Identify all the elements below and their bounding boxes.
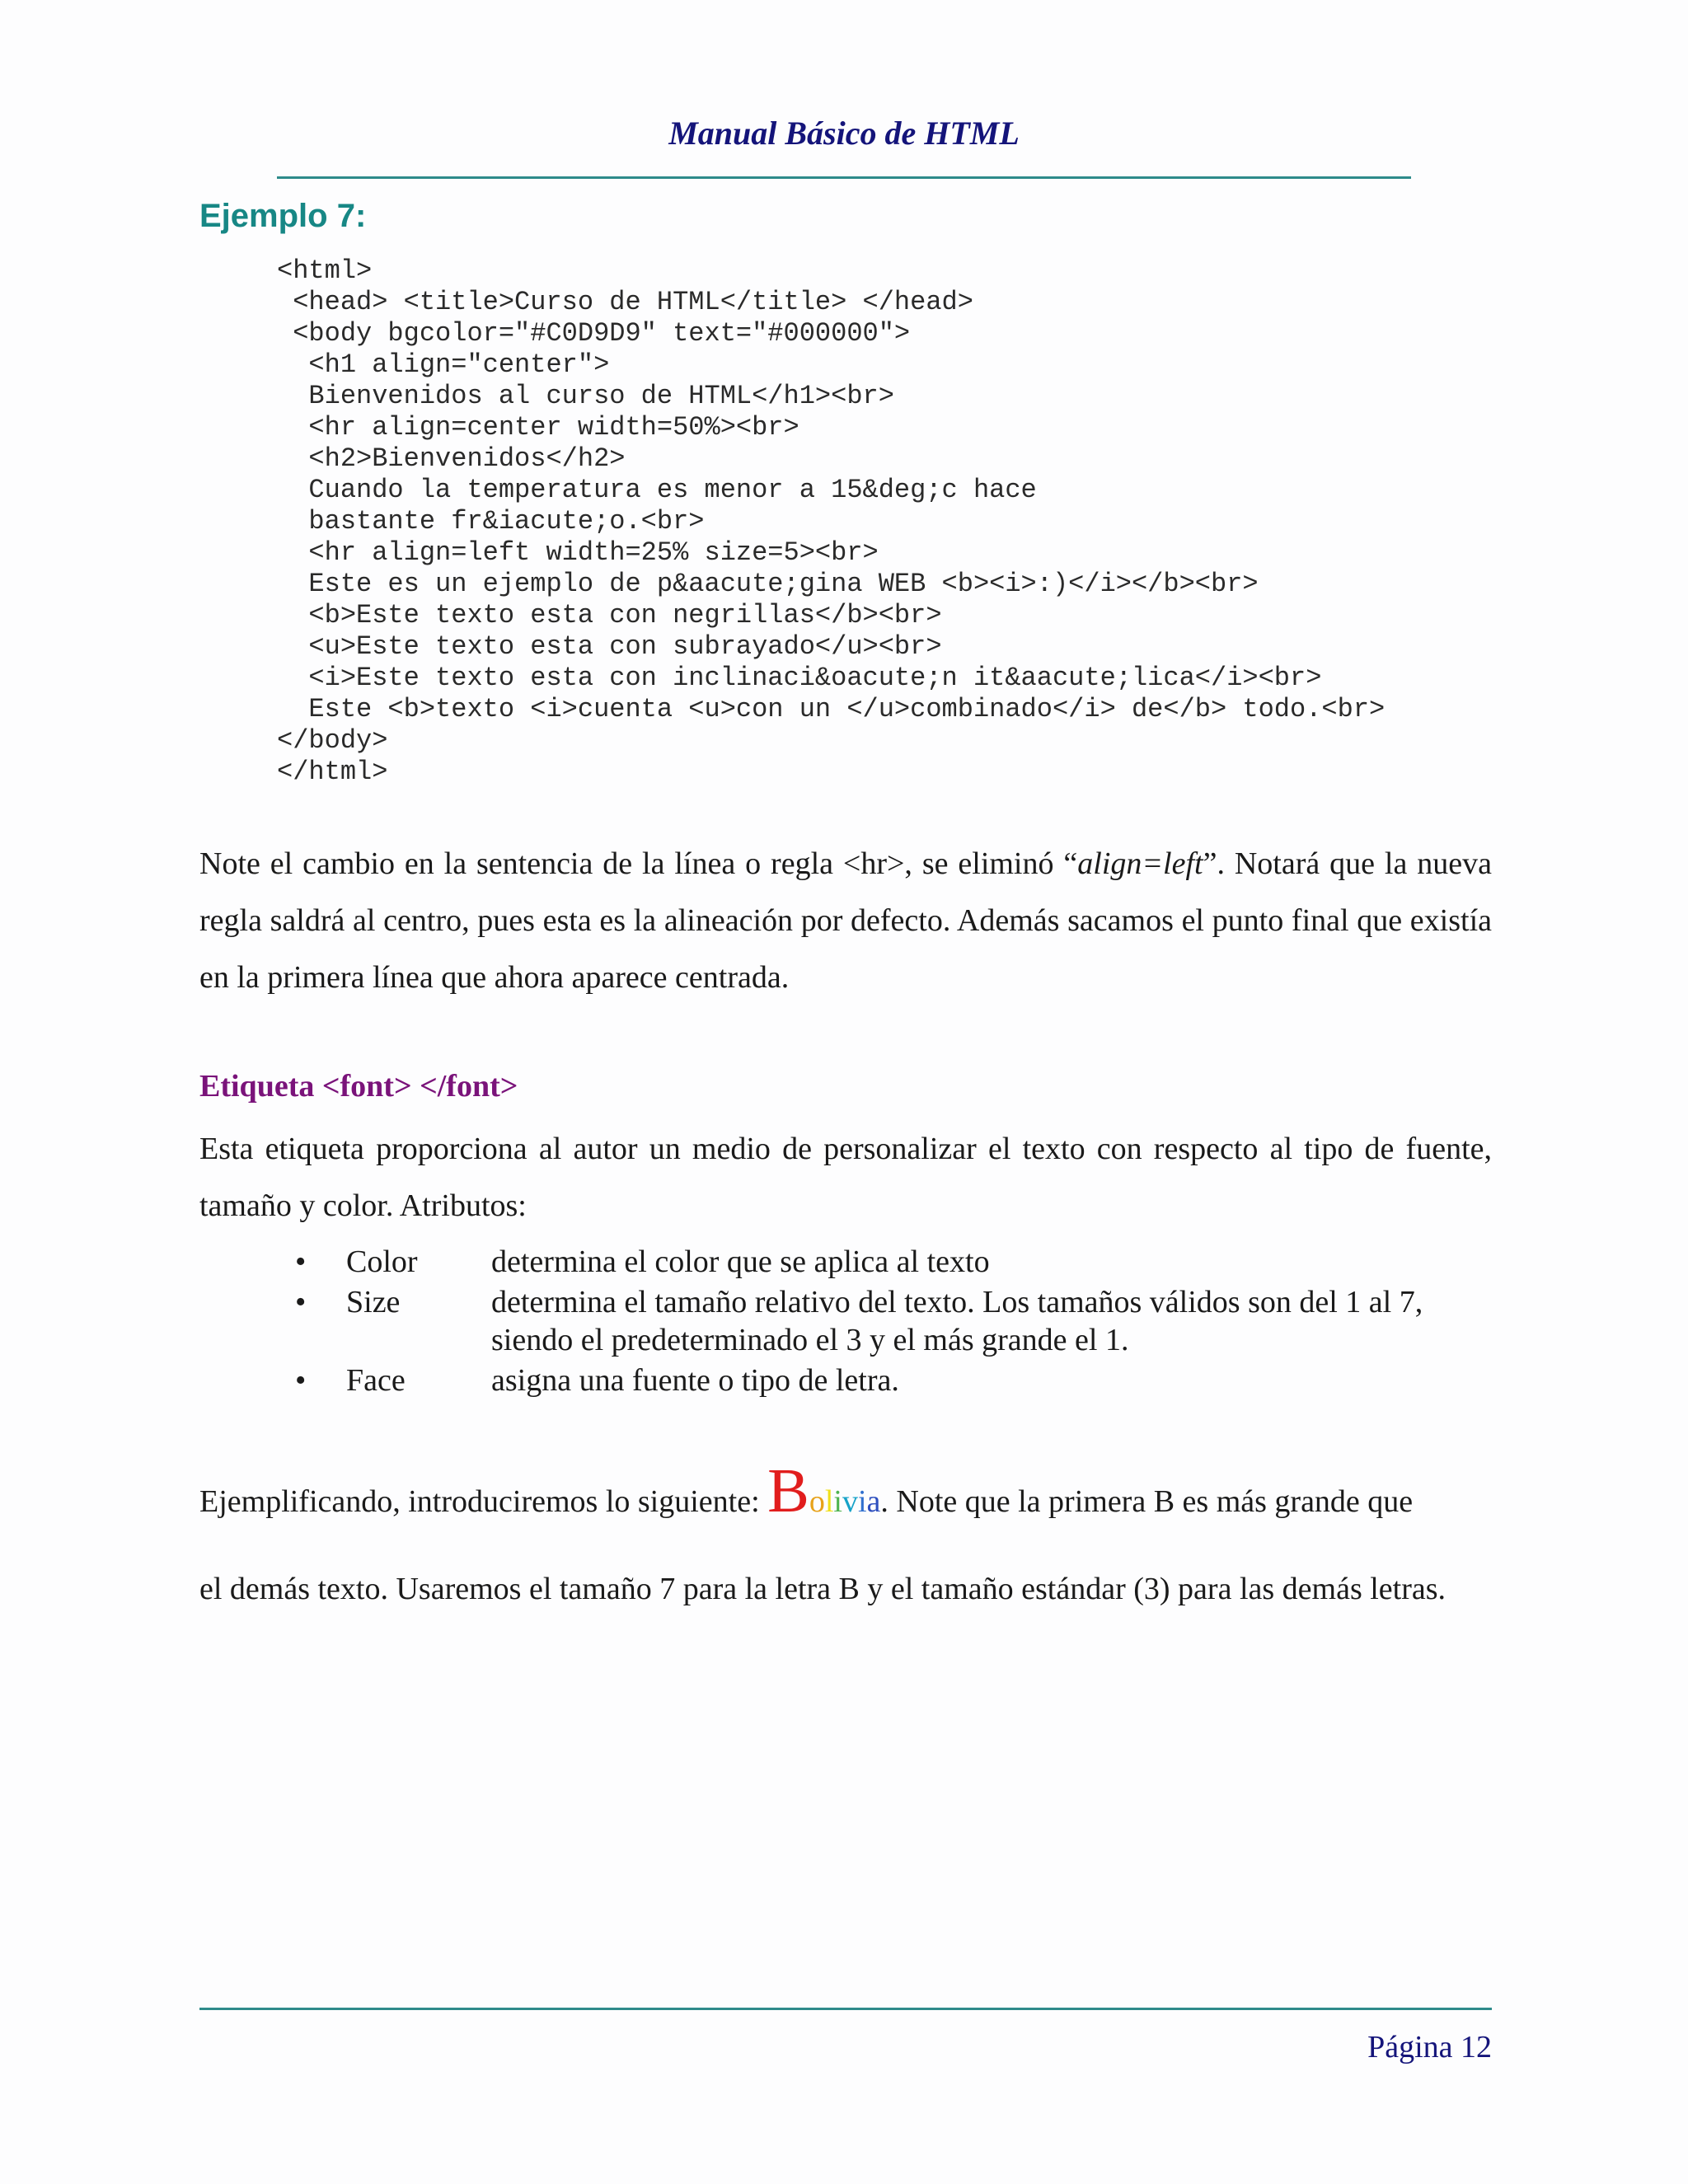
list-item — [199, 1243, 1492, 1281]
code-line: <html> — [277, 255, 373, 286]
code-line: <h2>Bienvenidos</h2> — [277, 443, 626, 474]
note-paragraph — [199, 836, 1492, 1006]
bullet-icon: • — [295, 1285, 307, 1319]
list-item — [199, 1361, 1492, 1399]
code-line: </body> — [277, 725, 388, 756]
colored-letter: i — [857, 1484, 867, 1519]
code-line: bastante fr&iacute;o.<br> — [277, 506, 705, 537]
bullet-icon: • — [295, 1363, 307, 1398]
big-letter-b: B — [767, 1456, 809, 1526]
font-intro-paragraph: Esta etiqueta proporciona al autor un medio de personalizar el texto con respecto al tipo de fuente, tamaño y color. Atributos: — [199, 1132, 1492, 1223]
bullet-icon: • — [295, 1244, 307, 1279]
code-line: <i>Este texto esta con inclinaci&oacute;n it&aacute;lica</i><br> — [277, 663, 1322, 693]
example-text-before: Ejemplificando, introduciremos lo siguiente: — [199, 1484, 768, 1519]
code-line: <b>Este texto esta con negrillas</b><br> — [277, 600, 942, 630]
code-line: <h1 align="center"> — [277, 349, 610, 380]
attribute-name: Face — [346, 1363, 406, 1398]
code-line: <hr align=center width=50%><br> — [277, 412, 799, 443]
code-line: </html> — [277, 757, 388, 787]
code-line: Bienvenidos al curso de HTML</h1><br> — [277, 381, 894, 411]
colored-letter: a — [866, 1484, 881, 1519]
font-section-title: Etiqueta <font> </font> — [199, 1069, 518, 1104]
colored-letter: i — [833, 1484, 842, 1519]
attribute-list — [199, 1243, 1492, 1402]
code-line: <hr align=left width=25% size=5><br> — [277, 537, 879, 568]
note-text-after: ”. Notará que la nueva regla saldrá al centro, pues esta es la alineación por defecto. Además sacamos el punto final que existía en la primera línea que ahora aparece centrada. — [199, 846, 1492, 995]
attribute-name: Size — [346, 1285, 401, 1319]
code-line: Cuando la temperatura es menor a 15&deg;c hace — [277, 475, 1037, 505]
example-title: Ejemplo 7: — [199, 198, 367, 234]
page-number: Página 12 — [1367, 2030, 1492, 2064]
attribute-description: determina el color que se aplica al texto — [491, 1244, 990, 1279]
note-text-before: Note el cambio en la sentencia de la línea o regla <hr>, se eliminó “ — [199, 846, 1078, 881]
note-code-italic: align=left — [1077, 846, 1203, 881]
attribute-name: Color — [346, 1244, 418, 1279]
colored-letter: v — [842, 1484, 858, 1519]
header-divider — [277, 176, 1411, 179]
code-line: Este <b>texto <i>cuenta <u>con un </u>combinado</i> de</b> todo.<br> — [277, 694, 1386, 724]
page-header-title: Manual Básico de HTML — [668, 115, 1020, 152]
colored-letter: o — [809, 1484, 825, 1519]
list-item — [199, 1283, 1492, 1359]
example-text-after: . Note que la primera B es más grande que — [880, 1484, 1414, 1519]
code-line: <u>Este texto esta con subrayado</u><br> — [277, 631, 942, 662]
code-line: Este es un ejemplo de p&aacute;gina WEB <b><i>:)</i></b><br> — [277, 569, 1259, 599]
attribute-description: asigna una fuente o tipo de letra. — [491, 1363, 899, 1398]
code-line: <body bgcolor="#C0D9D9" text="#000000"> — [277, 318, 911, 349]
example-text-line — [199, 1456, 1492, 1544]
example-text-continuation: el demás texto. Usaremos el tamaño 7 para la letra B y el tamaño estándar (3) para las demás letras. — [199, 1572, 1447, 1606]
attribute-description: determina el tamaño relativo del texto. Los tamaños válidos son del 1 al 7, siendo el predeterminado el 3 y el más grande el 1. — [491, 1285, 1423, 1357]
colored-word-bolivia — [767, 1456, 881, 1526]
code-example — [277, 255, 1385, 788]
footer-divider — [199, 2008, 1492, 2010]
colored-letter: l — [824, 1484, 834, 1519]
code-line: <head> <title>Curso de HTML</title> </head> — [277, 287, 973, 317]
